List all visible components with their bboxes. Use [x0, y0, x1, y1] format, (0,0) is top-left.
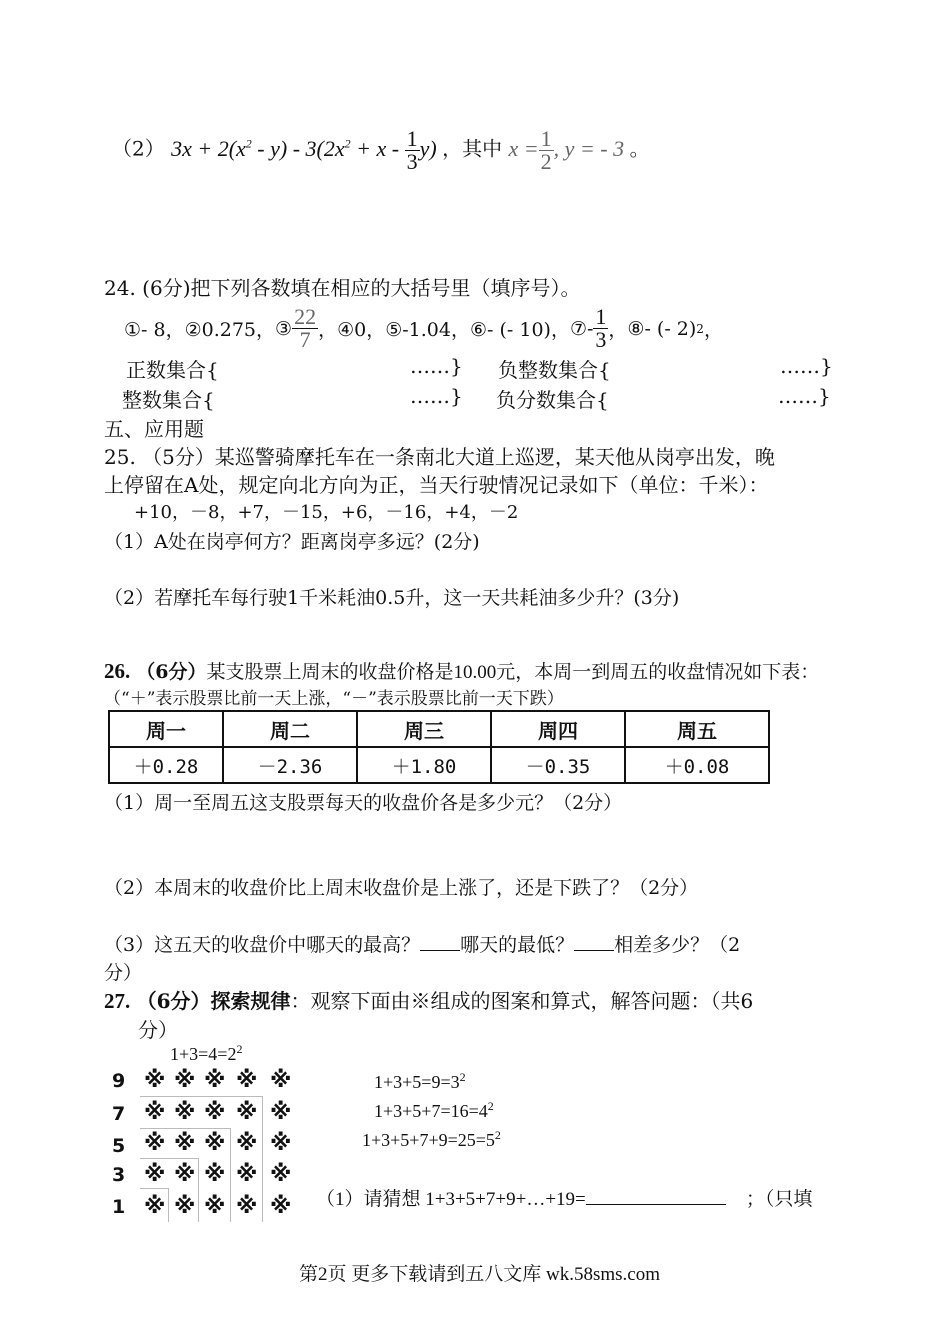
set-negative-integer-close: ……}: [780, 354, 833, 378]
guide-line: [140, 1188, 168, 1189]
reference-mark-symbol: ※: [236, 1100, 258, 1125]
q23-label: （2）: [112, 136, 165, 161]
reference-mark-symbol: ※: [204, 1194, 226, 1219]
q26-sub1: （1）周一至周五这支股票每天的收盘价各是多少元？（2分）: [104, 792, 623, 814]
guide-line: [230, 1128, 231, 1222]
reference-mark-symbol: ※: [144, 1131, 166, 1156]
table-header-cell: 周四: [491, 711, 625, 747]
guide-line: [198, 1158, 199, 1222]
reference-mark-symbol: ※: [204, 1068, 226, 1093]
q26-score: （6分）: [136, 661, 207, 683]
q24-title: 24. (6分)把下列各数填在相应的大括号里（填序号）。: [104, 276, 581, 300]
reference-mark-symbol: ※: [174, 1162, 196, 1187]
row-label: 9: [112, 1070, 126, 1092]
guide-line: [168, 1188, 169, 1222]
reference-mark-symbol: ※: [204, 1100, 226, 1125]
reference-mark-symbol: ※: [144, 1068, 166, 1093]
answer-blank[interactable]: [420, 950, 460, 951]
table-cell: ＋1.80: [357, 747, 491, 783]
reference-mark-symbol: ※: [204, 1131, 226, 1156]
set-negative-integer-label: 负整数集合{: [498, 358, 611, 382]
q26-sub3-cont: 分）: [104, 962, 143, 984]
set-negative-fraction-close: ……}: [778, 384, 831, 408]
reference-mark-symbol: ※: [174, 1194, 196, 1219]
table-cell: －2.36: [223, 747, 357, 783]
q25-line2: 上停留在A处，规定向北方向为正，当天行驶情况记录如下（单位：千米）：: [104, 473, 769, 497]
q27-top-equation: $1+3=4=2^2$: [170, 1042, 243, 1064]
reference-mark-symbol: ※: [204, 1162, 226, 1187]
q27-number: 27.: [104, 989, 131, 1013]
fraction-22-7: $\frac{22}{7}$: [294, 304, 317, 352]
q27-line1: 27. （6分）探索规律：观察下面由※组成的图案和算式，解答问题：（共6: [104, 989, 754, 1013]
q23-condition: x = $\frac{1}{2}$ , y = - 3: [508, 126, 625, 174]
stock-table: [108, 710, 770, 784]
q25-sub2: （2）若摩托车每行驶1千米耗油0.5升，这一天共耗油多少升？(3分): [104, 587, 680, 609]
row-label: 7: [112, 1103, 126, 1125]
fraction-minus-one-third: $\frac{1}{3}$: [595, 304, 607, 352]
table-header-cell: 周五: [625, 711, 769, 747]
answer-blank[interactable]: [574, 950, 614, 951]
reference-mark-symbol: ※: [270, 1131, 292, 1156]
answer-blank[interactable]: [586, 1204, 726, 1205]
q26-line1: 26. （6分）某支股票上周末的收盘价格是10.00元，本周一到周五的收盘情况如下表：: [104, 659, 820, 683]
row-label: 3: [112, 1164, 126, 1186]
table-cell: ＋0.08: [625, 747, 769, 783]
page-footer: 第2页 更多下载请到五八文库 wk.58sms.com: [299, 1264, 661, 1285]
row-label: 1: [112, 1196, 126, 1218]
fraction-one-third: $\frac{1}{3}$: [406, 126, 418, 174]
reference-mark-symbol: ※: [236, 1131, 258, 1156]
reference-mark-symbol: ※: [270, 1068, 292, 1093]
reference-mark-symbol: ※: [144, 1162, 166, 1187]
reference-mark-symbol: ※: [270, 1100, 292, 1125]
q26-number: 26.: [104, 659, 131, 683]
q26-sub2: （2）本周末的收盘价比上周末收盘价是上涨了，还是下跌了？（2分）: [104, 877, 699, 899]
table-cell: ＋0.28: [109, 747, 223, 783]
q23-expression: $3x + 2(x^2 - y) - 3(2x^2 + x$ - $\frac{1}{3}$ y): [171, 126, 437, 174]
q26-line2: （“＋”表示股票比前一天上涨，“－”表示股票比前一天下跌）: [104, 689, 564, 709]
q27-equation-3: $1+3+5+7=16=4^2$: [374, 1099, 494, 1121]
q26-sub3: （3）这五天的收盘价中哪天的最高？ 哪天的最低？ 相差多少？（2: [104, 934, 741, 956]
reference-mark-symbol: ※: [174, 1131, 196, 1156]
reference-mark-symbol: ※: [144, 1100, 166, 1125]
guide-line: [262, 1096, 263, 1222]
section-heading: 五、应用题: [104, 417, 204, 441]
q27-equation-2: $1+3+5=9=3^2$: [374, 1070, 466, 1092]
q27-score: （6分）: [136, 989, 211, 1013]
table-header-cell: 周二: [223, 711, 357, 747]
reference-mark-symbol: ※: [236, 1194, 258, 1219]
guide-line: [140, 1158, 198, 1159]
q24-numbers: ①- 8， ②0.275， ③ $\frac{22}{7}$ ， ④0， ⑤-1.04， ⑥- (- 10)， ⑦- $\frac{1}{3}$ ， ⑧- (- 2) 2 ，: [124, 304, 723, 352]
table-cell: －0.35: [491, 747, 625, 783]
reference-mark-symbol: ※: [144, 1194, 166, 1219]
row-label: 5: [112, 1135, 126, 1157]
set-integer-close: ……}: [410, 384, 463, 408]
q25-line1: 25. （5分）某巡警骑摩托车在一条南北大道上巡逻，某天他从岗亭出发，晚: [104, 445, 775, 469]
reference-mark-symbol: ※: [174, 1100, 196, 1125]
q25-sub1: （1）A处在岗亭何方？距离岗亭多远？(2分): [104, 531, 480, 553]
table-header-cell: 周一: [109, 711, 223, 747]
reference-mark-symbol: ※: [270, 1194, 292, 1219]
set-negative-fraction-label: 负分数集合{: [496, 388, 609, 412]
table-header-row: [109, 711, 769, 747]
reference-mark-symbol: ※: [236, 1162, 258, 1187]
guide-line: [140, 1096, 262, 1097]
fraction-one-half: $\frac{1}{2}$: [540, 126, 552, 174]
q27-equation-4: $1+3+5+7+9=25=5^2$: [362, 1128, 501, 1150]
reference-mark-symbol: ※: [174, 1068, 196, 1093]
reference-mark-symbol: ※: [236, 1068, 258, 1093]
table-header-cell: 周三: [357, 711, 491, 747]
table-row: [109, 747, 769, 783]
set-positive-close: ……}: [410, 354, 463, 378]
q27-line2: 分）: [138, 1018, 178, 1042]
q27-sub1: （1）请猜想 1+3+5+7+9+…+19= ；（只填: [316, 1188, 813, 1210]
guide-line: [140, 1128, 230, 1129]
set-positive-label: 正数集合{: [126, 358, 219, 382]
set-integer-label: 整数集合{: [122, 388, 215, 412]
q25-records: +10，－8，+7，－15，+6，－16，+4，－2: [134, 502, 519, 523]
reference-mark-symbol: ※: [270, 1162, 292, 1187]
q23-part2: （2） $3x + 2(x^2 - y) - 3(2x^2 + x$ - $\frac{1}{3}$ y) ，其中 x = $\frac{1}{2}$ , y = - 3 。: [112, 126, 650, 174]
